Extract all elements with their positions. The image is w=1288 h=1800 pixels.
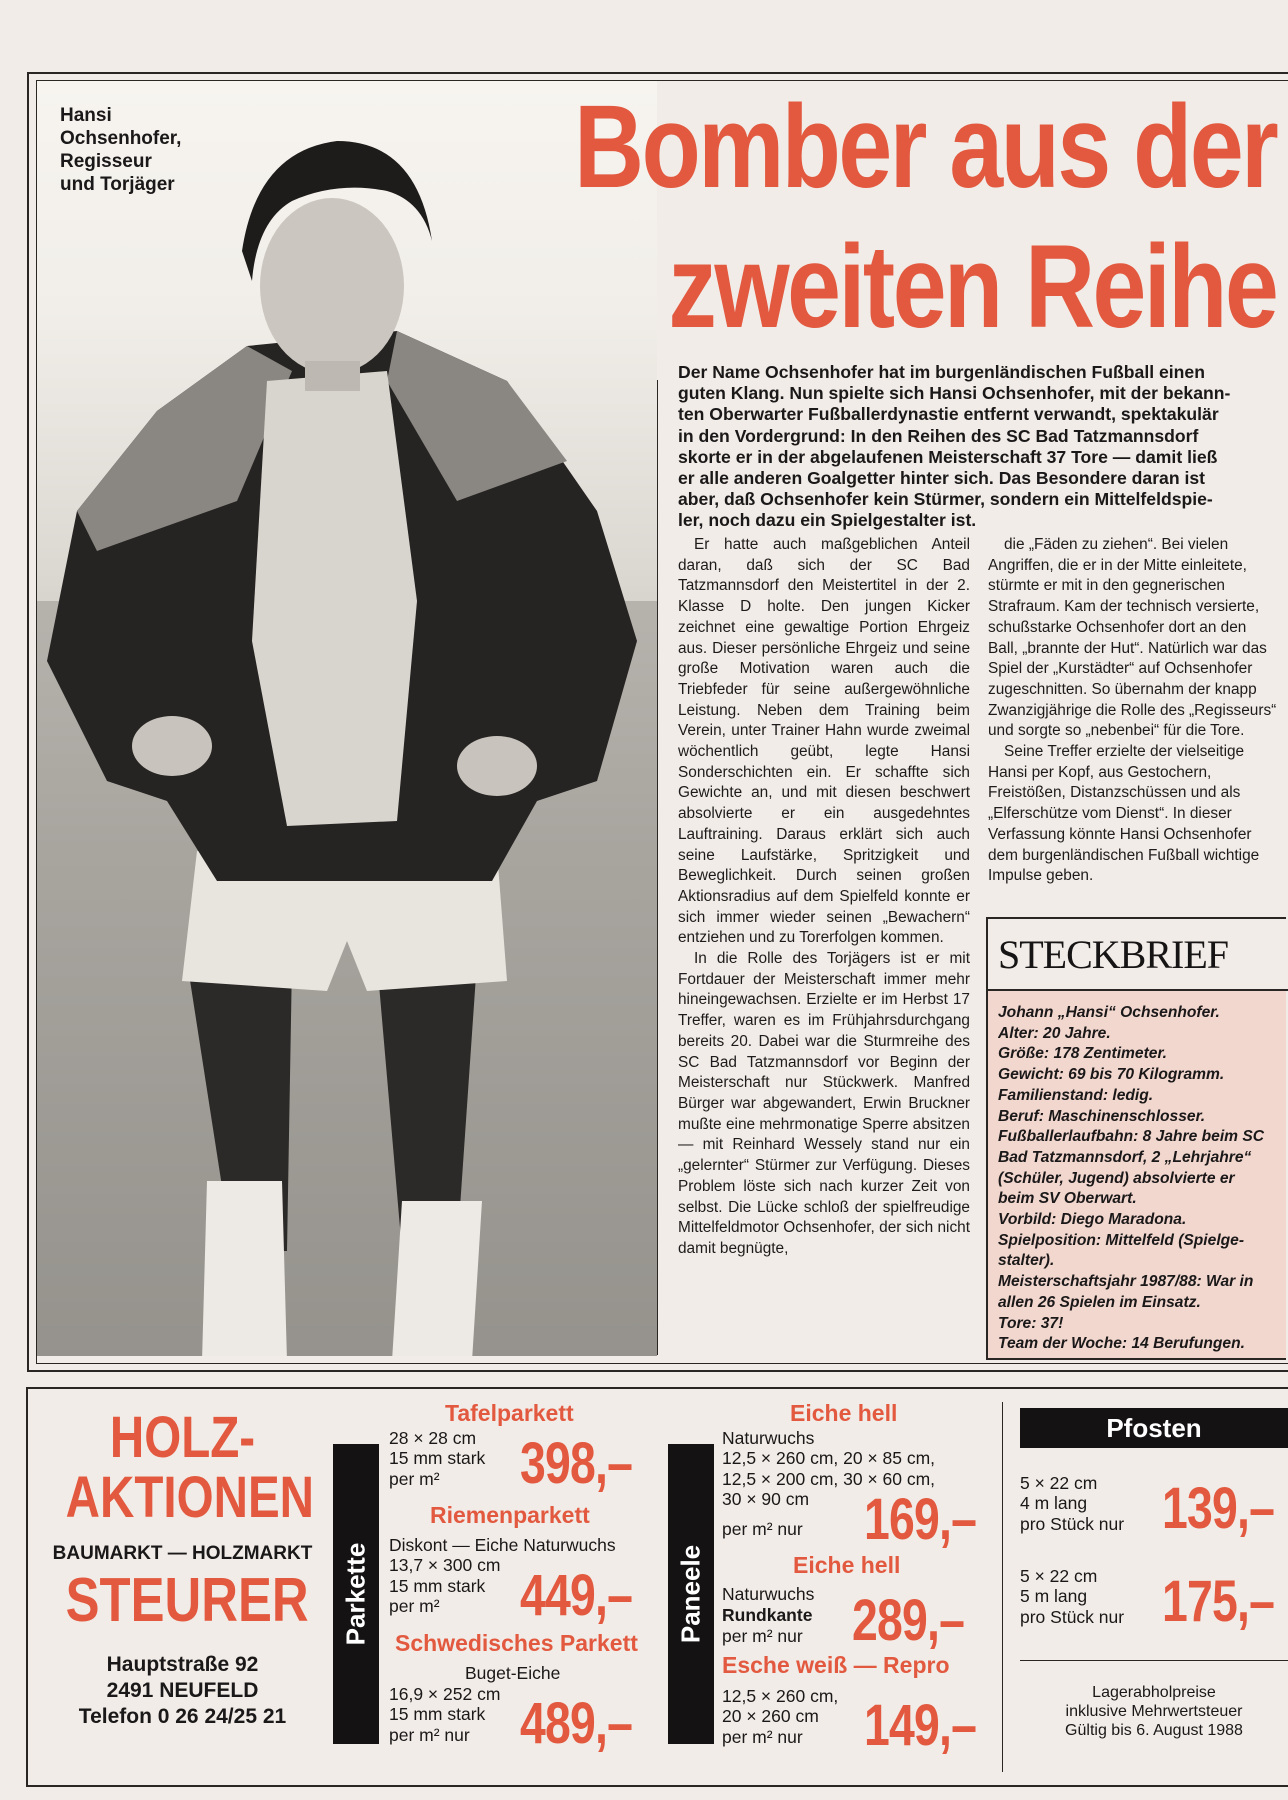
parkette-label-text: Parkette <box>340 1542 371 1646</box>
pfosten-2-desc: 5 × 22 cm 5 m lang pro Stück nur <box>1020 1566 1125 1627</box>
eiche-hell-title: Eiche hell <box>790 1400 898 1426</box>
eiche-hell-2-title: Eiche hell <box>793 1552 901 1578</box>
lead-paragraph: Der Name Ochsenhofer hat im burgenländischen Fußball einen guten Klang. Nun spielte sich Hansi Ochsenhofer, mit der bekann- ten Oberwarter Fußballerdynastie entfernt verwandt, spektakulär in den Vordergrund: In den Reihen des SC Bad Tatzmannsdorf skorte er in der abgelaufenen Meisterschaft 37 Tore — damit ließ er alle anderen Goalgetter hinter sich. Das Besondere daran ist aber, daß Ochsenhofer kein Stürmer, sondern ein Mittelfeldspie- ler, noch dazu ein Spielgestalter ist. <box>678 362 1231 531</box>
steckbrief-line: stalter). <box>998 1252 1055 1270</box>
steckbrief-line: Vorbild: Diego Maradona. <box>998 1211 1187 1229</box>
player-figure-image <box>37 81 657 1356</box>
steckbrief-line: Beruf: Maschinenschlosser. <box>998 1107 1206 1125</box>
schwedisch-subtitle: Buget-Eiche <box>465 1663 561 1683</box>
steckbrief-details <box>998 1003 1288 1355</box>
ad-footnote: Lagerabholpreise inklusive Mehrwertsteuer Gültig bis 6. August 1988 <box>1065 1684 1243 1739</box>
pfosten-1-desc: 5 × 22 cm 4 m lang pro Stück nur <box>1020 1473 1125 1534</box>
ad-brand-line-2: AKTIONEN <box>65 1465 315 1530</box>
steckbrief-line: Meisterschaftsjahr 1987/88: War in <box>998 1273 1254 1291</box>
ad-street: Hauptstraße 92 <box>106 1653 259 1676</box>
ad-market-line: BAUMARKT — HOLZMARKT <box>52 1543 313 1564</box>
column-divider <box>657 380 658 1355</box>
eiche-hell-desc: Naturwuchs 12,5 × 260 cm, 20 × 85 cm, 12,5 × 200 cm, 30 × 60 cm, 30 × 90 cm <box>722 1428 936 1509</box>
headline-line-2: zweiten Reihe <box>668 221 1276 353</box>
steckbrief-line: Tore: 37! <box>998 1314 1064 1332</box>
body-paragraph: In die Rolle des Torjägers ist er mit Fortdauer der Meisterschaft immer mehr hineingewachsen. Erzielte er im Herbst 17 Treffer, waren es im Frühjahrsdurchgang bereits 20. Dabei war die Sturmreihe des SC Bad Tatzmannsdorf vor Beginn der Meisterschaft nur Stückwerk. Manfred Bürger war abgewandert, Erwin Bruckner mußte eine mehrmonatige Sperre absitzen — mit Reinhard Wessely stand nur ein „gelernter“ Stürmer zur Verfügung. Dieses Problem löste sich nach kurzer Zeit von selbst. Die Lücke schloß der spielfreudige Mittelfeldmotor Ochsenhofer, der sich nicht damit begnügte, <box>678 950 970 1257</box>
tafelparkett-price: 398,– <box>520 1431 633 1496</box>
eiche-hell-price: 169,– <box>864 1487 977 1552</box>
schwedisch-title: Schwedisches Parkett <box>395 1630 638 1656</box>
body-paragraph: die „Fäden zu ziehen“. Bei vielen Angriffen, die er in der Mitte einleitete, stürmte er mit in den gegnerischen Strafraum. Kam der technisch versierte, schußstarke Ochsenhofer dort an den Ball, „brannte der Hut“. Natürlich war das Spiel der „Kurstädter“ auf Ochsenhofer zugeschnitten. So übernahm der knapp Zwanzigjährige die Rolle des „Regisseurs“ und sorgte so „nebenbei“ für die Tore. <box>988 536 1277 740</box>
esche-desc: 12,5 × 260 cm, 20 × 260 cm per m² nur <box>722 1686 839 1747</box>
advertiser-block <box>40 1405 325 1730</box>
parkette-label <box>333 1444 379 1744</box>
paneele-label <box>668 1444 714 1744</box>
eiche-hell-2-line-1: Naturwuchs <box>722 1584 815 1604</box>
schwedisch-desc: 16,9 × 252 cm 15 mm stark per m² nur <box>389 1684 501 1745</box>
caption-line: und Torjäger <box>60 174 175 195</box>
caption-line: Hansi <box>60 105 112 126</box>
riemenparkett-price: 449,– <box>520 1563 633 1628</box>
esche-title: Esche weiß — Repro <box>722 1652 950 1678</box>
eiche-hell-2-line-3: per m² nur <box>722 1626 803 1646</box>
ad-city: 2491 NEUFELD <box>106 1679 259 1702</box>
steckbrief-line: Familienstand: ledig. <box>998 1086 1154 1104</box>
eiche-hell-2-price: 289,– <box>852 1588 965 1653</box>
pfosten-2-price: 175,– <box>1162 1569 1275 1634</box>
steckbrief-line: Fußballerlaufbahn: 8 Jahre beim SC <box>998 1128 1265 1146</box>
caption-line: Regisseur <box>60 151 152 172</box>
steckbrief-line: Größe: 178 Zentimeter. <box>998 1045 1167 1063</box>
player-photo <box>37 81 657 1356</box>
body-column-1 <box>678 535 970 1260</box>
ad-company-name: STEURER <box>65 1566 309 1635</box>
ad-brand-line-1: HOLZ- <box>109 1405 256 1470</box>
tafelparkett-desc: 28 × 28 cm 15 mm stark per m² <box>389 1428 486 1489</box>
steckbrief-line: Alter: 20 Jahre. <box>998 1024 1111 1042</box>
body-column-2 <box>988 535 1280 887</box>
riemenparkett-title: Riemenparkett <box>430 1502 590 1528</box>
paneele-label-text: Paneele <box>675 1544 706 1644</box>
steckbrief-line: Spielposition: Mittelfeld (Spielge- <box>998 1231 1245 1249</box>
riemenparkett-desc: Diskont — Eiche Naturwuchs 13,7 × 300 cm 15 mm stark per m² <box>389 1535 616 1616</box>
eiche-hell-2-line-2: Rundkante <box>722 1605 813 1625</box>
steckbrief-line: beim SV Oberwart. <box>998 1190 1137 1208</box>
body-paragraph: Seine Treffer erzielte der vielseitige Hansi per Kopf, aus Gestochern, Freistößen, Distanzschüssen und als „Elferschütze vom Dienst“. In dieser Verfassung könnte Hansi Ochsenhofer dem burgenländischen Fußball wichtige Impulse geben. <box>988 743 1260 885</box>
steckbrief-line: (Schüler, Jugend) absolvierte er <box>998 1169 1235 1187</box>
steckbrief-title: STECKBRIEF <box>998 932 1229 977</box>
steckbrief-line: Johann „Hansi“ Ochsenhofer. <box>998 1004 1220 1021</box>
steckbrief-line: Bad Tatzmannsdorf, 2 „Lehrjahre“ <box>998 1148 1252 1166</box>
pfosten-divider <box>1020 1660 1288 1661</box>
esche-price: 149,– <box>864 1693 977 1758</box>
tafelparkett-title: Tafelparkett <box>445 1400 574 1426</box>
eiche-hell-unit: per m² nur <box>722 1519 803 1539</box>
steckbrief-line: allen 26 Spielen im Einsatz. <box>998 1293 1201 1311</box>
pfosten-1-price: 139,– <box>1162 1476 1275 1541</box>
pfosten-header: Pfosten <box>1020 1408 1288 1448</box>
headline-line-1: Bomber aus der <box>573 81 1276 213</box>
schwedisch-price: 489,– <box>520 1691 633 1756</box>
steckbrief-line: Team der Woche: 14 Berufungen. <box>998 1335 1245 1353</box>
steckbrief-box <box>986 917 1286 1360</box>
caption-line: Ochsenhofer, <box>60 128 182 149</box>
body-paragraph: Er hatte auch maßgeblichen Anteil daran, daß sich der SC Bad Tatzmannsdorf den Meistertitel in der 2. Klasse D holte. Den jungen Kicker zeichnet eine gewaltige Portion Ehrgeiz aus. Dieser persönliche Ehrgeiz und seine große Motivation waren auch die Triebfeder für seine außergewöhnliche Leistung. Neben dem Training beim Verein, unter Trainer Hahn wurde zweimal wöchentlich geübt, legte Hansi Sonderschichten ein. Er schaffte sich Gewichte an, und mit diesen beschwert absolvierte er ein ausgedehntes Lauftraining. Daraus erklärt sich auch seine Laufstärke, Spritzigkeit und Beweglichkeit. Durch seinen großen Aktionsradius auf dem Spielfeld konnte er sich immer wieder seinen „Bewachern“ entziehen und zu Torerfolgen kommen. <box>678 536 970 947</box>
ad-column-divider <box>1002 1402 1003 1772</box>
steckbrief-line: Gewicht: 69 bis 70 Kilogramm. <box>998 1066 1225 1084</box>
photo-caption <box>60 104 230 196</box>
ad-phone: Telefon 0 26 24/25 21 <box>78 1705 287 1728</box>
